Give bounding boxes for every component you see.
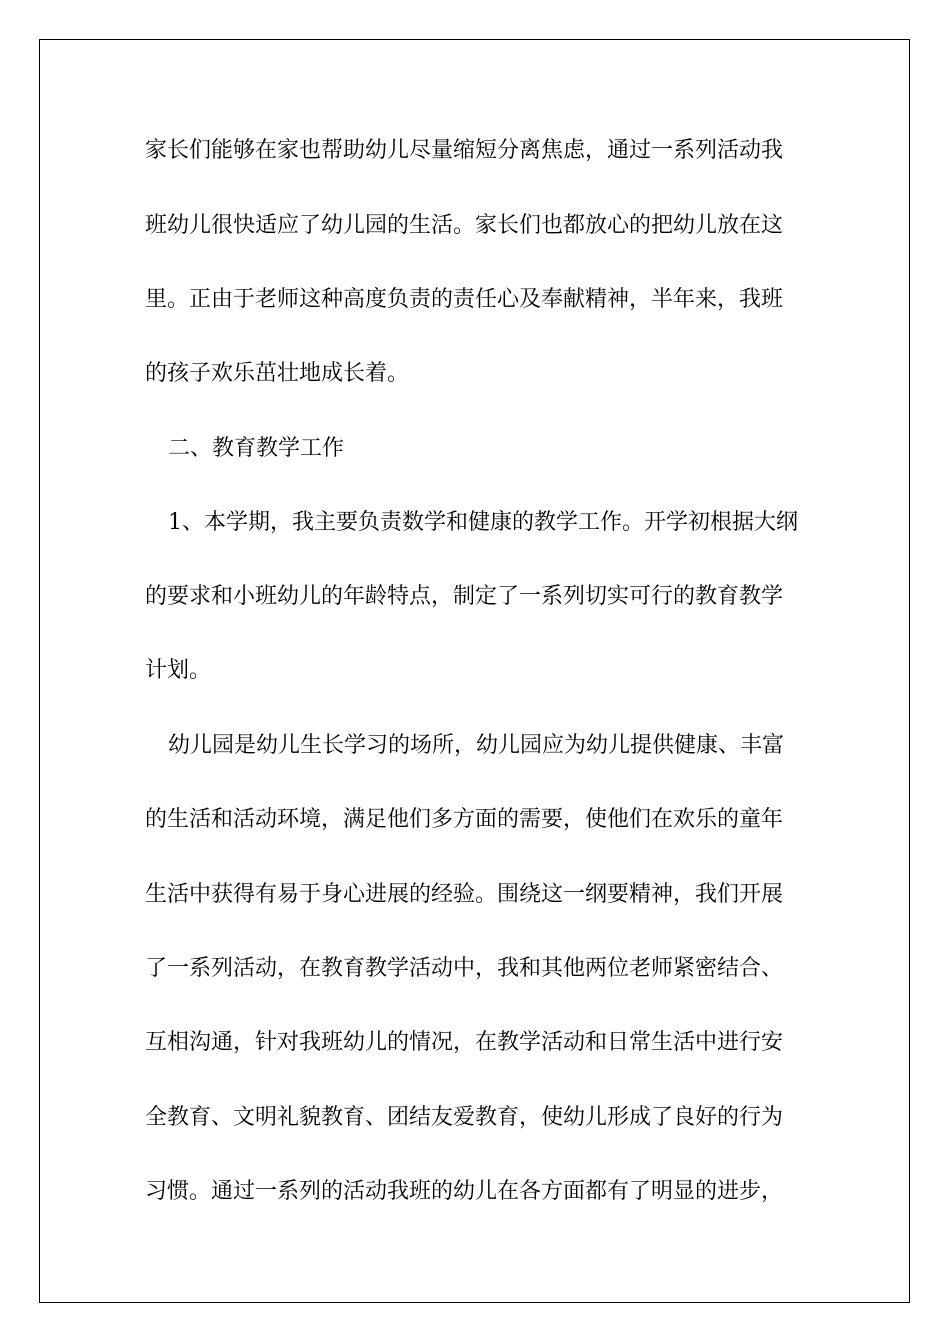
- paragraph-line: 的要求和小班幼儿的年龄特点，制定了一系列切实可行的教育教学: [145, 584, 784, 609]
- section-heading: 二、教育教学工作: [168, 436, 345, 461]
- paragraph-line: 里。正由于老师这种高度负责的责任心及奉献精神，半年来，我班: [145, 287, 784, 312]
- paragraph-line: 计划。: [145, 658, 212, 683]
- paragraph-line: 生活中获得有易于身心进展的经验。围绕这一纲要精神，我们开展: [145, 882, 784, 907]
- paragraph-line: 的孩子欢乐茁壮地成长着。: [145, 361, 410, 386]
- paragraph-line: 全教育、文明礼貌教育、团结友爱教育，使幼儿形成了良好的行为: [145, 1105, 784, 1130]
- paragraph-line: 了一系列活动，在教育教学活动中，我和其他两位老师紧密结合、: [145, 956, 784, 981]
- paragraph-line: 1、本学期，我主要负责数学和健康的教学工作。开学初根据大纲: [168, 510, 798, 535]
- paragraph-line: 家长们能够在家也帮助幼儿尽量缩短分离焦虑，通过一系列活动我: [145, 138, 784, 163]
- paragraph-line: 班幼儿很快适应了幼儿园的生活。家长们也都放心的把幼儿放在这: [145, 213, 784, 238]
- paragraph-line: 幼儿园是幼儿生长学习的场所，幼儿园应为幼儿提供健康、丰富: [168, 733, 785, 758]
- paragraph-line: 的生活和活动环境，满足他们多方面的需要，使他们在欢乐的童年: [145, 807, 784, 832]
- paragraph-line: 互相沟通，针对我班幼儿的情况，在教学活动和日常生活中进行安: [145, 1030, 784, 1055]
- paragraph-line: 习惯。通过一系列的活动我班的幼儿在各方面都有了明显的进步，: [145, 1179, 784, 1204]
